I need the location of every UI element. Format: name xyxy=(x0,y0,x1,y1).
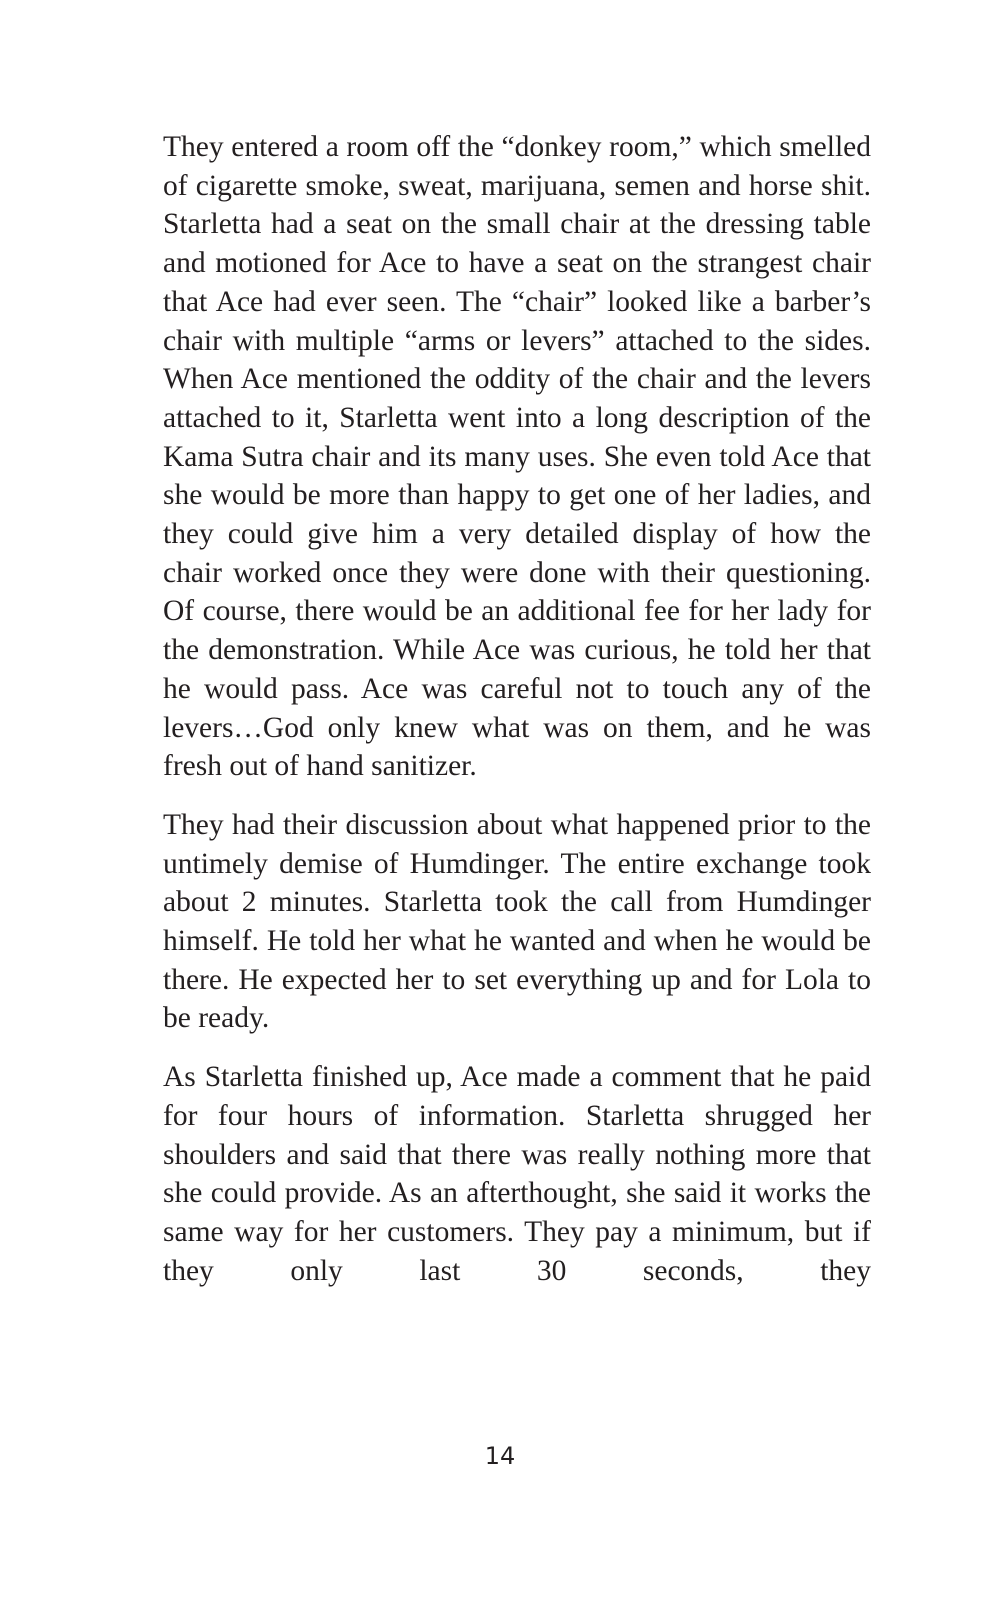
paragraph-3: As Starletta finished up, Ace made a comment that he paid for four hours of information. Starletta shrugged her shoulders and said that there was really nothing more that she could provide. As an afterthought, she said it works the same way for her customers. They pay a minimum, but if they only last 30 seconds, they xyxy=(163,1061,871,1287)
body-text xyxy=(163,128,871,1290)
paragraph-1: They entered a room off the “donkey room,” which smelled of cigarette smoke, sweat, marijuana, semen and horse shit. Starletta had a seat on the small chair at the dressing table and motioned for Ace to have a seat on the strangest chair that Ace had ever seen. The “chair” looked like a barber’s chair with multiple “arms or levers” attached to the sides. When Ace mentioned the oddity of the chair and the levers attached to it, Starletta went into a long description of the Kama Sutra chair and its many uses. She even told Ace that she would be more than happy to get one of her ladies, and they could give him a very detailed display of how the chair worked once they were done with their questioning. Of course, there would be an additional fee for her lady for the demonstration. While Ace was curious, he told her that he would pass. Ace was careful not to touch any of the levers…God only knew what was on them, and he was fresh out of hand sanitizer. xyxy=(163,131,871,783)
paragraph-2: They had their discussion about what happened prior to the untimely demise of Humdinger. The entire exchange took about 2 minutes. Starletta took the call from Humdinger himself. He told her what he wanted and when he would be there. He expected her to set everything up and for Lola to be ready. xyxy=(163,808,871,1035)
page-number: 14 xyxy=(484,1442,516,1470)
